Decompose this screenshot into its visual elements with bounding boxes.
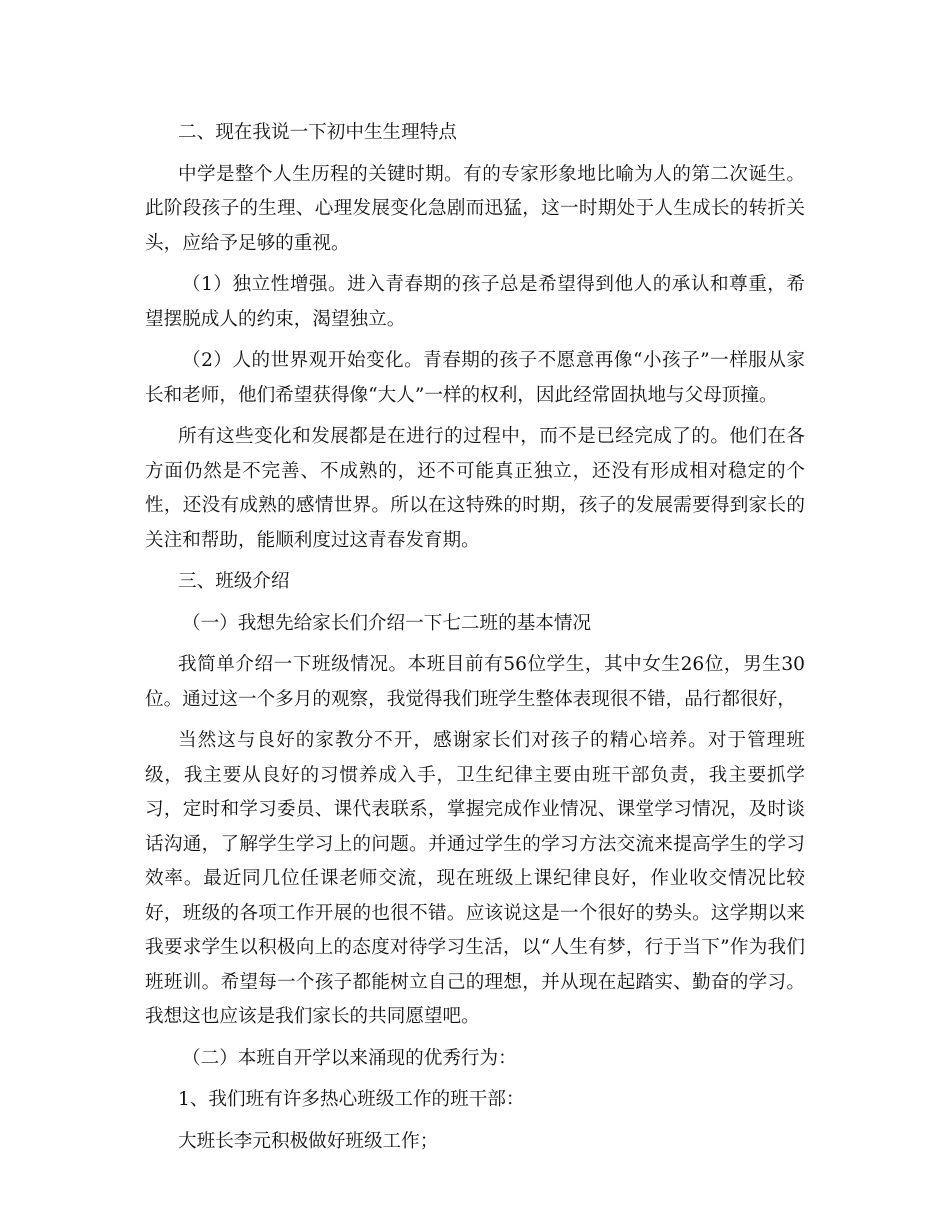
paragraph-independence: （1）独立性增强。进入青春期的孩子总是希望得到他人的承认和尊重，希望摆脱成人的约束，渴望独立。	[145, 274, 805, 330]
section-heading-physiology: 二、现在我说一下初中生生理特点	[178, 122, 457, 143]
paragraph-monitor: 大班长李元积极做好班级工作；	[178, 1130, 439, 1152]
paragraph-worldview: （2）人的世界观开始变化。青春期的孩子不愿意再像“小孩子”一样服从家长和老师，他们希望获得像“大人”一样的权利，因此经常固执地与父母顶撞。	[145, 350, 805, 406]
paragraph-key-period: 中学是整个人生历程的关键时期。有的专家形象地比喻为人的第二次诞生。此阶段孩子的生理、心理发展变化急剧而迅猛，这一时期处于人生成长的转折关头，应给予足够的重视。	[145, 163, 805, 254]
paragraph-class-management: 当然这与良好的家教分不开，感谢家长们对孩子的精心培养。对于管理班级，我主要从良好的习惯养成入手，卫生纪律主要由班干部负责，我主要抓学习，定时和学习委员、课代表联系，掌握完成作业情况、课堂学习情况，及时谈话沟通，了解学生学习上的问题。并通过学生的学习方法交流来提高学生的学习效率。最近同几位任课老师交流，现在班级上课纪律良好，作业收交情况比较好，班级的各项工作开展的也很不错。应该说这是一个很好的势头。这学期以来我要求学生以积极向上的态度对待学习生活，以“人生有梦，行于当下”作为我们班班训。希望每一个孩子都能树立自己的理想，并从现在起踏实、勤奋的学习。我想这也应该是我们家长的共同愿望吧。	[145, 730, 805, 1027]
paragraph-development: 所有这些变化和发展都是在进行的过程中，而不是已经完成了的。他们在各方面仍然是不完善、不成熟的，还不可能真正独立，还没有形成相对稳定的个性，还没有成熟的感情世界。所以在这特殊的时期，孩子的发展需要得到家长的关注和帮助，能顺利度过这青春发育期。	[145, 426, 805, 551]
paragraph-class-stats: 我简单介绍一下班级情况。本班目前有56位学生，其中女生26位，男生30位。通过这一个多月的观察，我觉得我们班学生整体表现很不错，品行都很好，	[145, 654, 805, 710]
subheading-class-basic-info: （一）我想先给家长们介绍一下七二班的基本情况	[182, 612, 592, 634]
subheading-excellent-behaviors: （二）本班自开学以来涌现的优秀行为：	[182, 1047, 517, 1069]
section-heading-class-intro: 三、班级介绍	[178, 571, 290, 592]
document-body	[145, 116, 805, 1166]
paragraph-class-cadres: 1、我们班有许多热心班级工作的班干部：	[178, 1089, 525, 1110]
